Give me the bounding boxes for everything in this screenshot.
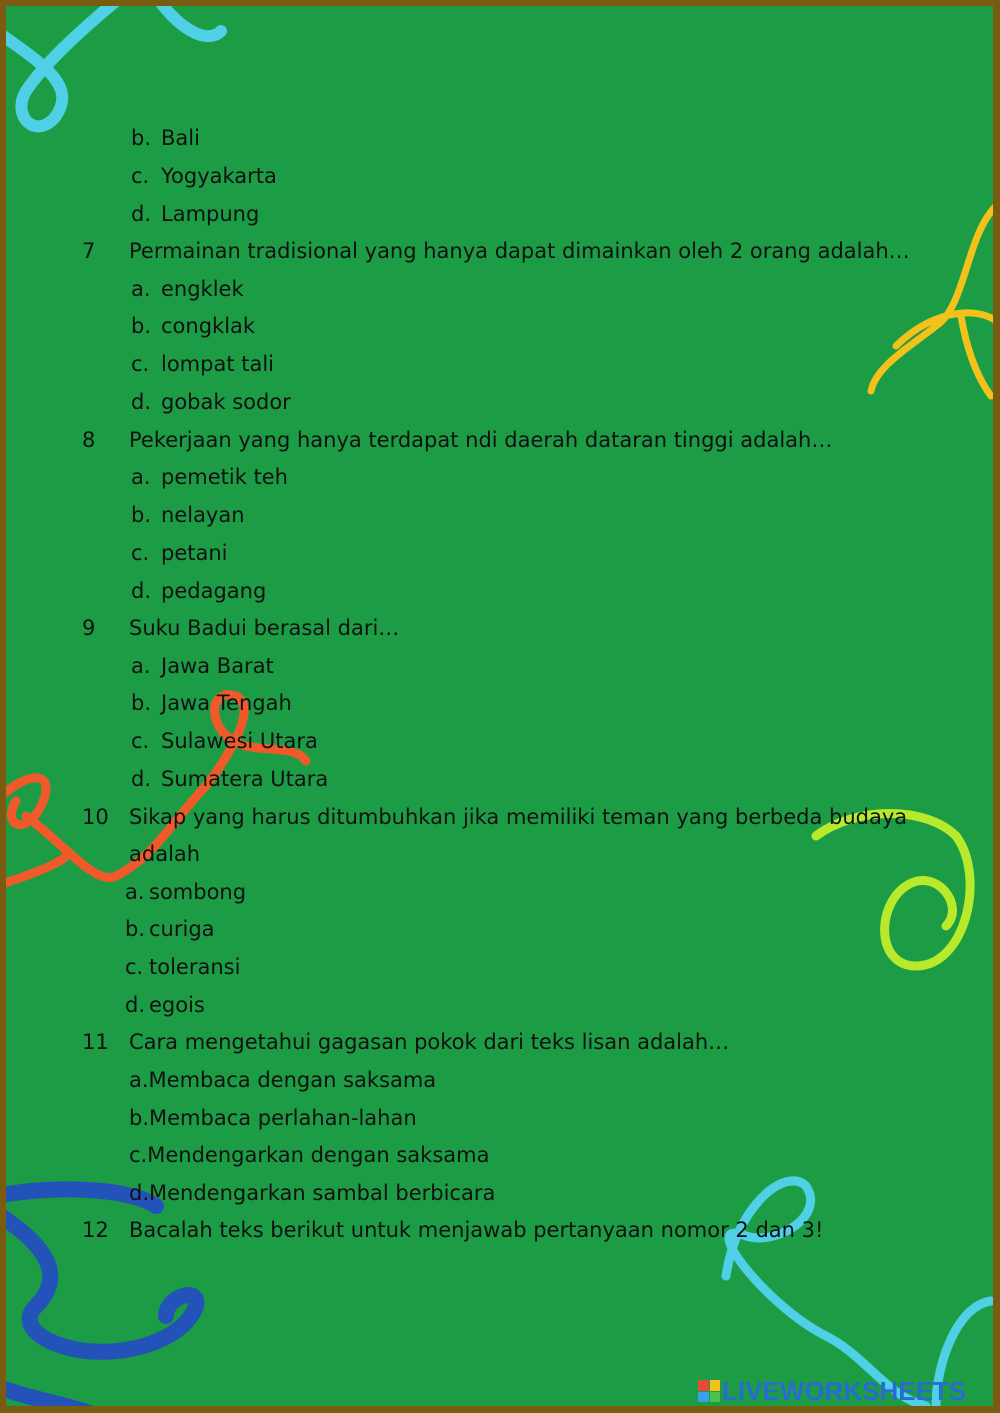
option-9b: b. Jawa Tengah [131, 691, 292, 715]
liveworksheets-logo-icon [698, 1380, 720, 1402]
option-11b: b.Membaca perlahan-lahan [129, 1106, 417, 1130]
question-9-text: Suku Badui berasal dari… [129, 616, 400, 640]
question-11-text: Cara mengetahui gagasan pokok dari teks lisan adalah… [129, 1030, 730, 1054]
cyan-squiggle-top-left [6, 6, 221, 126]
question-8-text: Pekerjaan yang hanya terdapat ndi daerah dataran tinggi adalah… [129, 428, 833, 452]
option-8a: a. pemetik teh [131, 465, 288, 489]
question-8-number: 8 [82, 428, 96, 452]
option-11a: a.Membaca dengan saksama [129, 1068, 437, 1092]
lime-squiggle-right [816, 814, 970, 967]
option-10b: b. curiga [125, 917, 215, 941]
question-11-number: 11 [82, 1030, 109, 1054]
option-10c: c. toleransi [125, 955, 241, 979]
question-9-number: 9 [82, 616, 96, 640]
worksheet-page [6, 6, 993, 1406]
option-9c: c. Sulawesi Utara [131, 729, 318, 753]
question-12-text: Bacalah teks berikut untuk menjawab pertanyaan nomor 2 dan 3! [129, 1218, 824, 1242]
option-9a: a. Jawa Barat [131, 654, 274, 678]
option-9d: d. Sumatera Utara [131, 767, 329, 791]
option-8c: c. petani [131, 541, 228, 565]
option-6c: c. Yogyakarta [131, 164, 277, 188]
option-10d: d. egois [125, 993, 205, 1017]
question-7-number: 7 [82, 239, 96, 263]
option-11c: c.Mendengarkan dengan saksama [129, 1143, 490, 1167]
option-6b: b. Bali [131, 126, 200, 150]
yellow-squiggle-right [871, 206, 993, 396]
option-7a: a. engklek [131, 277, 244, 301]
question-7-text: Permainan tradisional yang hanya dapat dimainkan oleh 2 orang adalah… [129, 239, 910, 263]
question-10-text-line1: Sikap yang harus ditumbuhkan jika memiliki teman yang berbeda budaya [129, 805, 908, 829]
liveworksheets-logo [698, 1376, 966, 1406]
option-7d: d. gobak sodor [131, 390, 291, 414]
option-11d: d.Mendengarkan sambal berbicara [129, 1181, 496, 1205]
liveworksheets-logo-text: LIVEWORKSHEETS [722, 1375, 967, 1406]
question-10-number: 10 [82, 805, 109, 829]
option-7b: b. congklak [131, 314, 256, 338]
option-8d: d. pedagang [131, 579, 267, 603]
option-8b: b. nelayan [131, 503, 245, 527]
question-12-number: 12 [82, 1218, 109, 1242]
option-7c: c. lompat tali [131, 352, 275, 376]
option-10a: a. sombong [125, 880, 247, 904]
question-10-text-line2: adalah [129, 842, 201, 866]
option-6d: d. Lampung [131, 202, 260, 226]
